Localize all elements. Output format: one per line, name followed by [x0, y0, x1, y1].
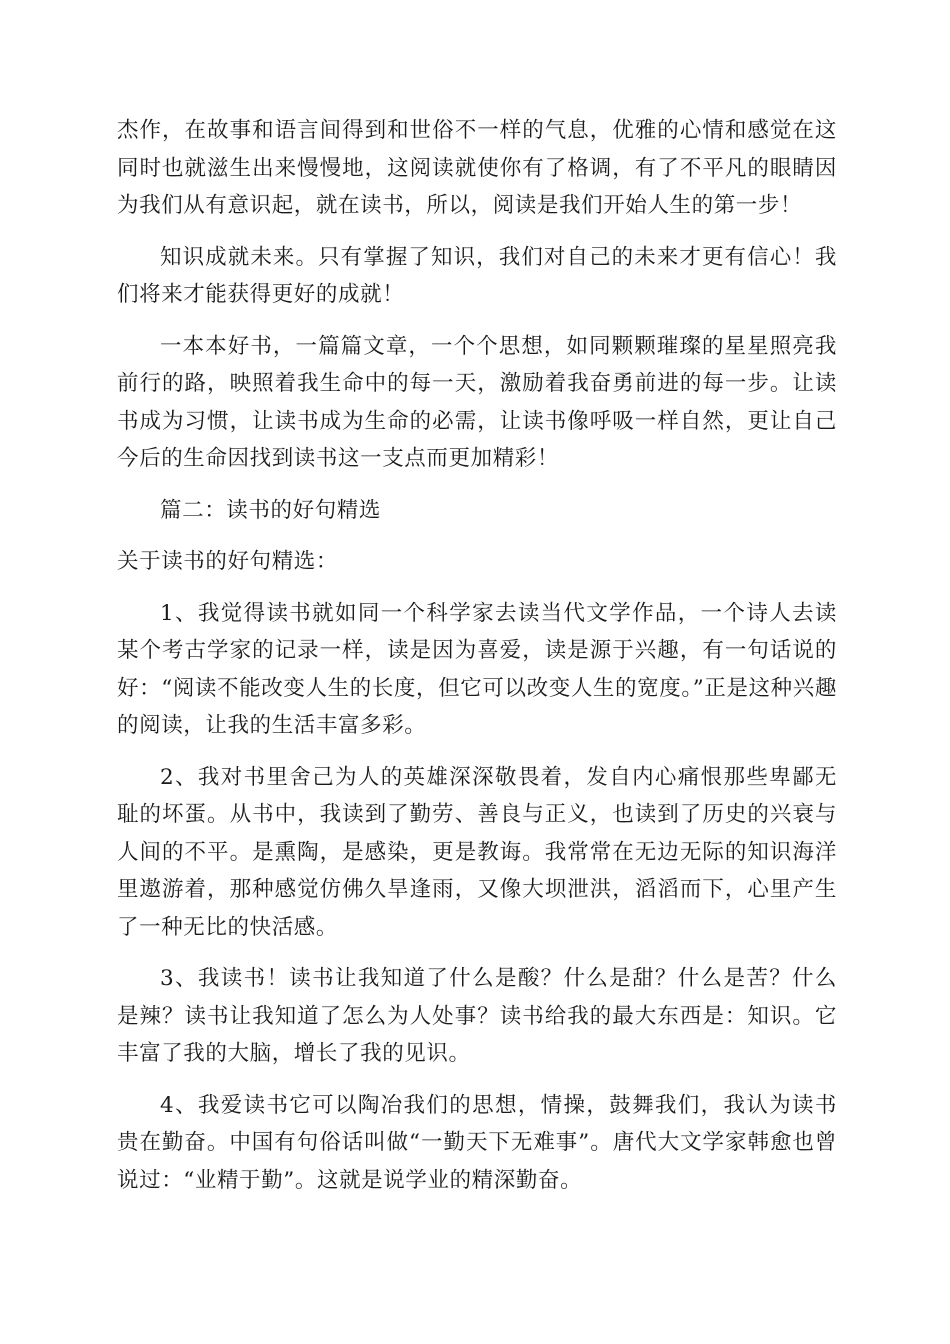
section-heading: 篇二：读书的好句精选 — [160, 497, 382, 523]
paragraph-continuation: 杰作，在故事和语言间得到和世俗不一样的气息，优雅的心情和感觉在这同时也就滋生出来慢慢地，这阅读就使你有了格调，有了不平凡的眼睛因为我们从有意识起，就在读书，所以，阅读是我们开始人生的第一步！ — [117, 118, 837, 218]
paragraph-knowledge: 知识成就未来。只有掌握了知识，我们对自己的未来才更有信心！我们将来才能获得更好的成就！ — [117, 244, 837, 307]
document-body — [117, 112, 837, 1213]
paragraph-good-books: 一本本好书，一篇篇文章，一个个思想，如同颗颗璀璨的星星照亮我前行的路，映照着我生命中的每一天，激励着我奋勇前进的每一步。让读书成为习惯，让读书成为生命的必需，让读书像呼吸一样自然，更让自己今后的生命因找到读书这一支点而更加精彩！ — [117, 333, 837, 471]
list-item-1: 1、我觉得读书就如同一个科学家去读当代文学作品，一个诗人去读某个考古学家的记录一样，读是因为喜爱，读是源于兴趣，有一句话说的好：“阅读不能改变人生的长度，但它可以改变人生的宽度。”正是这种兴趣的阅读，让我的生活丰富多彩。 — [117, 600, 837, 738]
section-intro: 关于读书的好句精选： — [117, 549, 339, 574]
list-item-4: 4、我爱读书它可以陶冶我们的思想，情操，鼓舞我们，我认为读书贵在勤奋。中国有句俗话叫做“一勤天下无难事”。唐代大文学家韩愈也曾说过：“业精于勤”。这就是说学业的精深勤奋。 — [117, 1092, 837, 1193]
list-item-3: 3、我读书！读书让我知道了什么是酸？什么是甜？什么是苦？什么是辣？读书让我知道了怎么为人处事？读书给我的最大东西是：知识。它丰富了我的大脑，增长了我的见识。 — [117, 966, 837, 1066]
list-item-2: 2、我对书里舍己为人的英雄深深敬畏着，发自内心痛恨那些卑鄙无耻的坏蛋。从书中，我读到了勤劳、善良与正义，也读到了历史的兴衰与人间的不平。是熏陶，是感染，更是教诲。我常常在无边无际的知识海洋里遨游着，那种感觉仿佛久旱逢雨，又像大坝泄洪，滔滔而下，心里产生了一种无比的快活感。 — [117, 764, 837, 940]
